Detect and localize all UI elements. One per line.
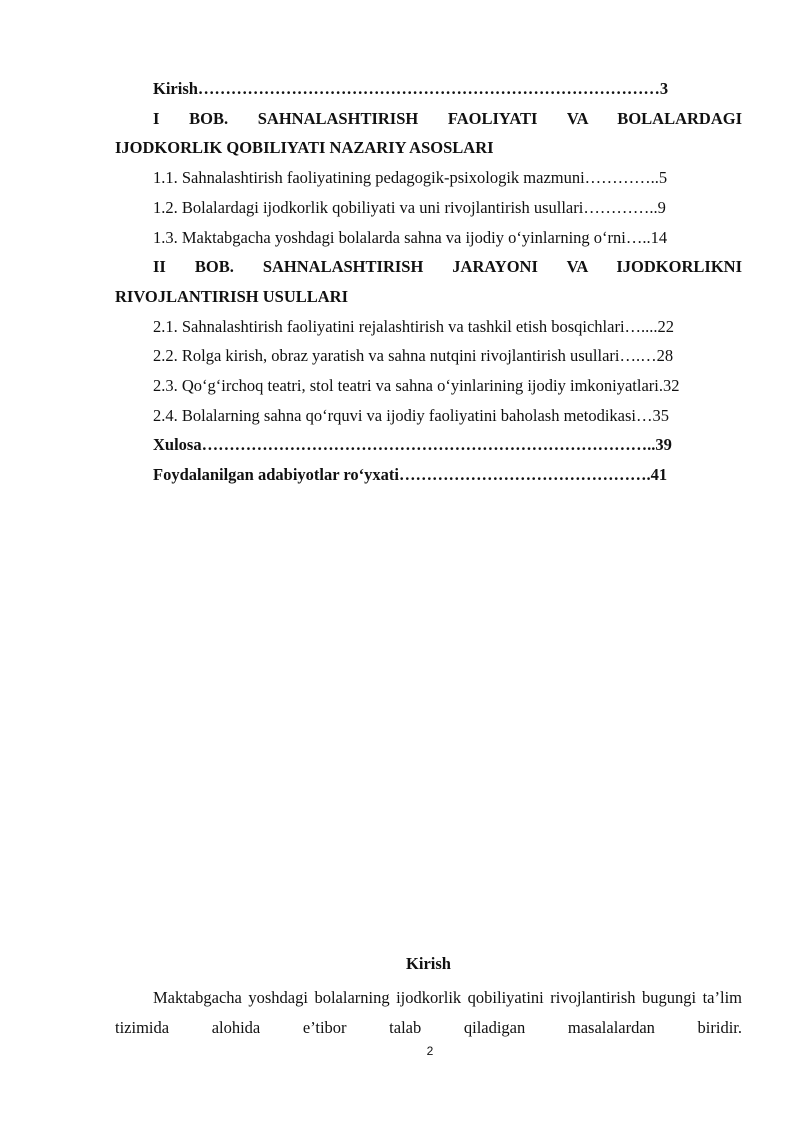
- section-heading: Kirish: [406, 954, 451, 973]
- toc-chapter-2-line-2: RIVOJLANTIRISH USULLARI: [115, 286, 349, 306]
- toc-entry-references[interactable]: Foydalanilgan adabiyotlar ro‘yxati……………………………………….41: [153, 465, 668, 485]
- page-number: 2: [426, 1044, 434, 1058]
- toc-chapter-1-line-2: IJODKORLIK QOBILIYATI NAZARIY ASOSLARI: [115, 138, 494, 158]
- toc-entry-1-2[interactable]: 1.2. Bolalardagi ijodkorlik qobiliyati va uni rivojlantirish usullari…………..9: [153, 197, 666, 217]
- toc-chapter-2-line-1: II BOB. SAHNALASHTIRISH JARAYONI VA IJODKORLIKNI: [153, 257, 742, 277]
- body-paragraph: Maktabgacha yoshdagi bolalarning ijodkorlik qobiliyatini rivojlantirish bugungi ta’lim tizimida alohida e’tibor talab qiladigan masalalardan biridir.: [115, 988, 742, 1037]
- toc-chapter-1-line-1: I BOB. SAHNALASHTIRISH FAOLIYATI VA BOLALARDAGI: [153, 108, 742, 128]
- toc-entry-intro[interactable]: Kirish…………………………………………………………………………3: [153, 79, 669, 98]
- toc-entry-1-3[interactable]: 1.3. Maktabgacha yoshdagi bolalarda sahna va ijodiy o‘yinlarning o‘rni…..14: [153, 227, 668, 247]
- toc-entry-1-1[interactable]: 1.1. Sahnalashtirish faoliyatining pedagogik-psixologik mazmuni…………..5: [153, 168, 668, 188]
- toc-entry-2-4[interactable]: 2.4. Bolalarning sahna qo‘rquvi va ijodiy faoliyatini baholash metodikasi…35: [153, 405, 669, 425]
- toc-entry-conclusion[interactable]: Xulosa………………………………………………………………………..39: [153, 435, 672, 455]
- table-of-contents: [115, 74, 742, 490]
- toc-chapter-2[interactable]: [115, 252, 742, 311]
- toc-chapter-1[interactable]: [115, 104, 742, 163]
- toc-entry-2-2[interactable]: 2.2. Rolga kirish, obraz yaratish va sahna nutqini rivojlantirish usullari….…28: [153, 346, 674, 366]
- toc-entry-2-1[interactable]: 2.1. Sahnalashtirish faoliyatini rejalashtirish va tashkil etish bosqichlari…....22: [153, 316, 675, 336]
- toc-entry-2-3[interactable]: 2.3. Qo‘g‘irchoq teatri, stol teatri va sahna o‘yinlarining ijodiy imkoniyatlari.32: [153, 376, 680, 396]
